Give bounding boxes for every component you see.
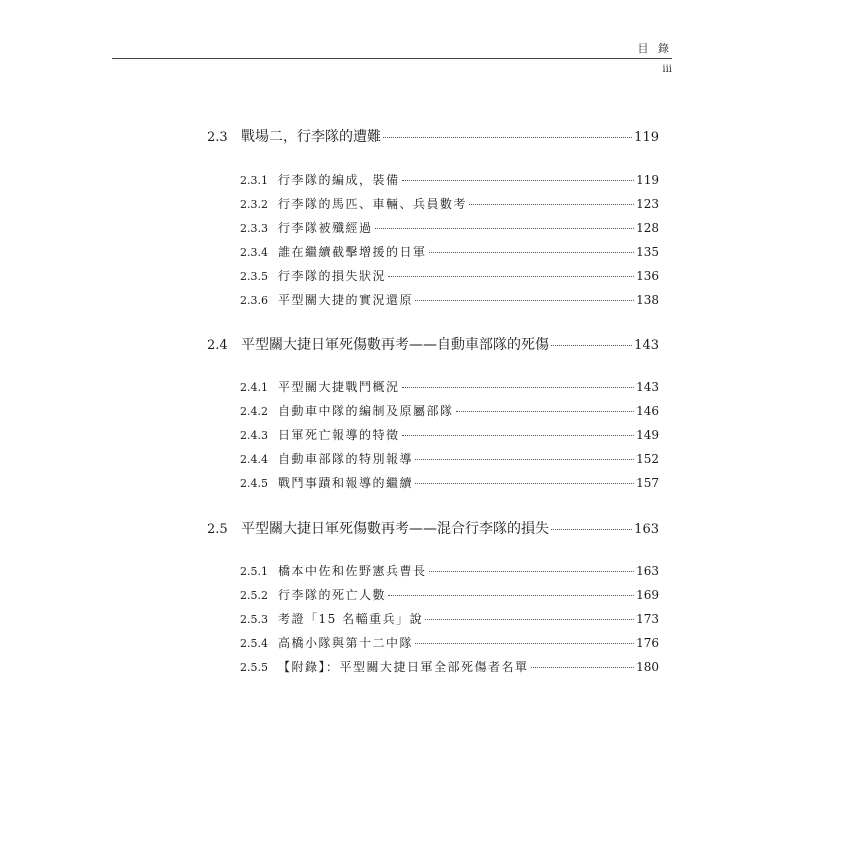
toc-number: 2.4.2 <box>240 405 268 418</box>
toc-title: 誰在繼續截擊增援的日軍 <box>278 245 427 259</box>
toc-title: 考證「15 名輜重兵」說 <box>278 612 424 626</box>
toc-number: 2.4.5 <box>240 477 268 490</box>
toc-page: 123 <box>636 197 659 211</box>
toc-page: 169 <box>636 588 659 602</box>
running-head: 目 錄 <box>637 42 672 55</box>
dot-leader <box>425 619 634 620</box>
toc-page: 180 <box>636 660 659 674</box>
toc-sub-2-3-1 <box>240 171 659 188</box>
toc-number: 2.3.5 <box>240 270 268 283</box>
toc-sub-2-3-5 <box>240 267 659 284</box>
toc-sub-2-5-1 <box>240 562 659 579</box>
toc-number: 2.3.3 <box>240 222 268 235</box>
toc-title: 行李隊的損失狀況 <box>278 269 387 283</box>
toc-number: 2.3.4 <box>240 246 268 259</box>
toc-page: 143 <box>636 380 659 394</box>
dot-leader <box>415 643 634 644</box>
toc-sub-2-3-2 <box>240 195 659 212</box>
toc-page: 149 <box>636 428 659 442</box>
toc-title: 行李隊的馬匹、車輛、兵員數考 <box>278 197 468 211</box>
toc-page: 119 <box>636 173 659 187</box>
toc-title: 行李隊被殲經過 <box>278 221 373 235</box>
toc-title: 戰場二，行李隊的遭難 <box>241 129 381 145</box>
dot-leader <box>551 345 632 346</box>
toc-sub-2-4-2 <box>240 402 659 419</box>
toc-sub-2-5-4 <box>240 634 659 651</box>
toc-title: 自動車部隊的特別報導 <box>278 452 414 466</box>
toc-number: 2.5.4 <box>240 637 268 650</box>
dot-leader <box>415 459 634 460</box>
toc-number: 2.5.3 <box>240 613 268 626</box>
dot-leader <box>388 276 634 277</box>
toc-page: 163 <box>636 564 659 578</box>
toc-page: 136 <box>636 269 659 283</box>
dot-leader <box>551 529 632 530</box>
toc-title: 自動車中隊的編制及原屬部隊 <box>278 404 454 418</box>
page-number: iii <box>662 64 672 75</box>
toc-page: 152 <box>636 452 659 466</box>
toc-title: 平型關大捷的實況還原 <box>278 293 414 307</box>
toc-number: 2.3.6 <box>240 294 268 307</box>
toc-title: 行李隊的死亡人數 <box>278 588 387 602</box>
toc-number: 2.4.3 <box>240 429 268 442</box>
toc-sub-2-3-6 <box>240 291 659 308</box>
toc-page: 128 <box>636 221 659 235</box>
toc-sub-2-5-2 <box>240 586 659 603</box>
toc-sub-2-3-4 <box>240 243 659 260</box>
toc-page: 176 <box>636 636 659 650</box>
toc-title: 行李隊的編成，裝備 <box>278 173 400 187</box>
dot-leader <box>456 411 635 412</box>
toc-title: 平型關大捷日軍死傷數再考——混合行李隊的損失 <box>241 521 549 537</box>
toc-number: 2.5.1 <box>240 565 268 578</box>
toc-title: 日軍死亡報導的特徵 <box>278 428 400 442</box>
toc-sub-2-5-5 <box>240 658 659 675</box>
toc-page: 157 <box>636 476 659 490</box>
dot-leader <box>402 180 635 181</box>
toc-number: 2.4 <box>207 338 228 353</box>
toc-page: 173 <box>636 612 659 626</box>
toc-number: 2.3 <box>207 130 228 145</box>
toc-page: 119 <box>634 130 659 145</box>
toc-number: 2.5 <box>207 522 228 537</box>
toc-title: 平型關大捷戰鬥概況 <box>278 380 400 394</box>
dot-leader <box>429 571 635 572</box>
dot-leader <box>402 435 635 436</box>
dot-leader <box>469 204 634 205</box>
toc-sub-2-4-1 <box>240 378 659 395</box>
toc-number: 2.3.1 <box>240 174 268 187</box>
toc-title: 高橋小隊與第十二中隊 <box>278 636 414 650</box>
dot-leader <box>402 387 635 388</box>
toc-number: 2.5.5 <box>240 661 268 674</box>
toc-sub-2-4-3 <box>240 426 659 443</box>
toc-sub-2-3-3 <box>240 219 659 236</box>
toc-number: 2.4.4 <box>240 453 268 466</box>
dot-leader <box>388 595 634 596</box>
toc-section-2-3 <box>207 126 659 146</box>
toc-sub-2-4-5 <box>240 474 659 491</box>
dot-leader <box>383 137 632 138</box>
toc-page: 143 <box>634 338 659 353</box>
toc-page: 135 <box>636 245 659 259</box>
dot-leader <box>429 252 635 253</box>
toc-title: 橋本中佐和佐野憲兵曹長 <box>278 564 427 578</box>
toc-title: 戰鬥事蹟和報導的繼續 <box>278 476 414 490</box>
dot-leader <box>415 483 634 484</box>
toc-page: 163 <box>634 522 659 537</box>
toc-title: 平型關大捷日軍死傷數再考——自動車部隊的死傷 <box>241 337 549 353</box>
toc-section-2-4 <box>207 334 659 354</box>
toc-number: 2.4.1 <box>240 381 268 394</box>
toc-title: 【附錄】：平型關大捷日軍全部死傷者名單 <box>278 660 529 674</box>
dot-leader <box>415 300 634 301</box>
toc-sub-2-4-4 <box>240 450 659 467</box>
dot-leader <box>375 228 635 229</box>
toc-page: 138 <box>636 293 659 307</box>
toc-number: 2.5.2 <box>240 589 268 602</box>
toc-section-2-5 <box>207 518 659 538</box>
toc-sub-2-5-3 <box>240 610 659 627</box>
toc-number: 2.3.2 <box>240 198 268 211</box>
toc-page: 146 <box>636 404 659 418</box>
dot-leader <box>531 667 635 668</box>
